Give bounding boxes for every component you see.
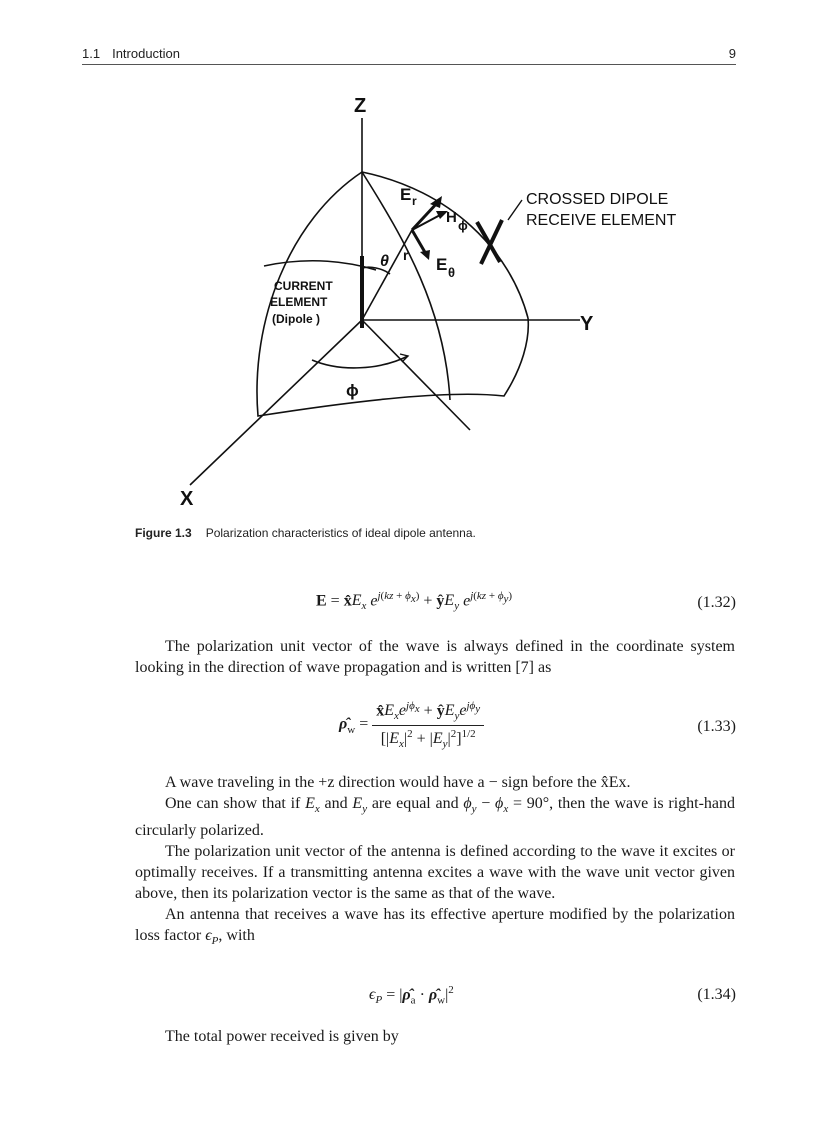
er-label: E: [400, 185, 412, 204]
crossed-pointer: [508, 200, 522, 220]
paragraph-3: One can show that if $E_x$ and $E_y$ are equal and $\phi_y - \phi_x = 90^\circ$, then the wave is right-hand circularly polarized.: [135, 795, 736, 840]
running-header: [82, 46, 736, 62]
eq-number-1-32: (1.32): [697, 594, 736, 611]
current-line3: (Dipole ): [272, 312, 320, 326]
caption-text: Polarization characteristics of ideal dipole antenna.: [205, 526, 476, 540]
etheta-sub: θ: [448, 265, 456, 280]
caption-label: Figure 1.3: [135, 526, 192, 540]
hphi-sub: ϕ: [458, 218, 468, 233]
er-sub: r: [412, 194, 417, 208]
paragraph-1: The polarization unit vector of the wave is always defined in the coordinate system looking in the direction of wave propagation and is written [7] as: [135, 638, 735, 676]
crossed-line1: CROSSED DIPOLE: [526, 191, 669, 208]
equation-1-32: $E = x̂E_x$ $e^{j(kz + \phi_x)}$ + $ŷE_y$ $e^{j(kz + \phi_y)}$: [316, 590, 513, 613]
paragraph-5: An antenna that receives a wave has its effective aperture modified by the polarization loss factor $\epsilon_P$, with: [135, 906, 735, 948]
phi-label: ϕ: [346, 381, 359, 400]
lat-arc: [264, 261, 376, 270]
x-label: X: [180, 488, 194, 510]
page-number: 9: [728, 46, 736, 61]
paragraph-4: The polarization unit vector of the antenna is defined according to the wave it excites or optimally receives. If a transmitting antenna excites a wave with the wave unit vector given above, then its polarization vector is the same as that of the wave.: [135, 843, 735, 903]
r-vector: [362, 230, 412, 320]
etheta-label: E: [436, 255, 448, 274]
paragraph-6: The total power received is given by: [165, 1028, 399, 1045]
dipole-figure: [150, 90, 730, 515]
eq-number-1-34: (1.34): [697, 986, 736, 1003]
paragraph-2: A wave traveling in the +z direction would have a − sign before the x̂Ex. One can show that if $E_x$ and $E_y$ are equal and $\phi_y - \phi_x = 90^\circ$, then the wave is right-hand circularly polarized. The polarization unit vector of the antenna is defined according to the wave it excites or optimally receives. If a transmitting antenna excites a wave with the wave unit vector given above, then its polarization vector is the same as that of the wave. An antenna that receives a wave has its effective aperture modified by the polarization loss factor $\epsilon_P$, with: [135, 772, 735, 952]
y-label: Y: [580, 313, 594, 335]
figure-caption: [135, 526, 476, 540]
sphere-outer: [257, 172, 528, 416]
r-label: r: [403, 247, 409, 263]
crossed-line2: RECEIVE ELEMENT: [526, 212, 677, 229]
sphere-top: [362, 172, 528, 318]
section-number: 1.1: [82, 46, 101, 61]
theta-label: θ: [380, 253, 389, 270]
hphi-label: H: [446, 209, 457, 226]
section-title: Introduction: [112, 46, 181, 61]
current-line1: CURRENT: [274, 279, 333, 293]
eq-number-1-33: (1.33): [697, 718, 736, 735]
current-line2: ELEMENT: [270, 295, 328, 309]
r-extension: [362, 320, 470, 430]
z-label: Z: [354, 95, 367, 117]
equation-1-33: $\rhô_w$ = $\frac{x̂E_xe^{j\phi_x} + ŷE_ye^{j\phi_y}}{[|E_x|^2 + |E_y|^2]^{1/2}}$: [339, 700, 484, 750]
phi-arc: [312, 356, 408, 368]
x-axis: [190, 320, 362, 485]
hphi-arrow: [412, 214, 442, 230]
header-rule: [82, 64, 736, 65]
etheta-arrow: [412, 230, 426, 254]
equation-1-34: $\epsilon_P$ = $|\rhô_a$ · $\rhô_w|^2$: [369, 984, 454, 1007]
